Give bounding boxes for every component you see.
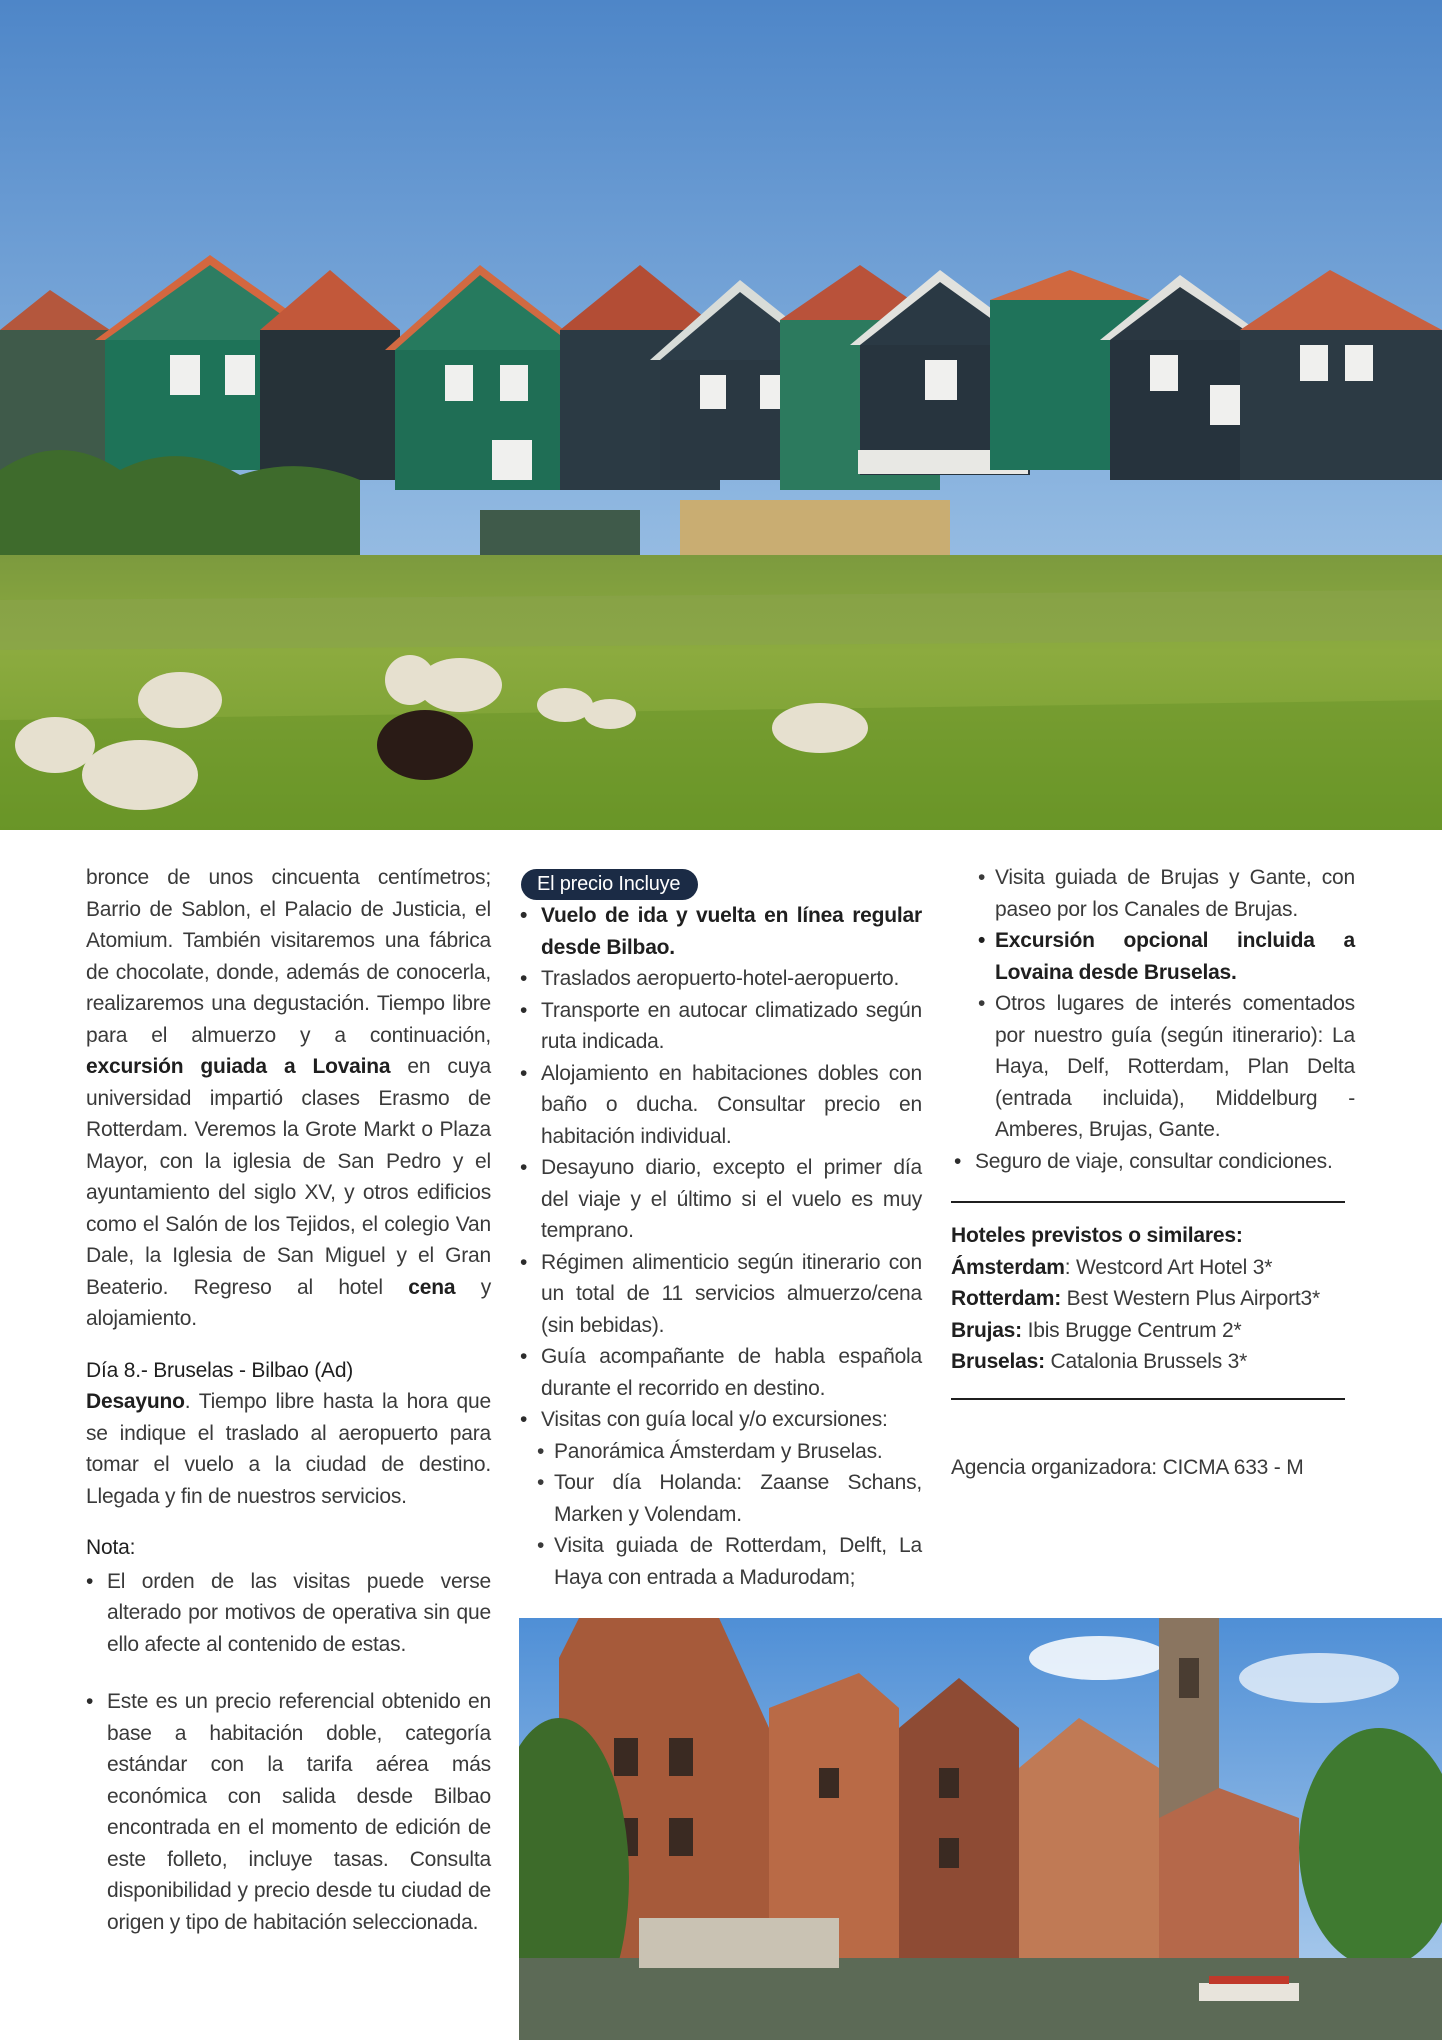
day-8-text: Desayuno. Tiempo libre hasta la hora que se indique el traslado al aeropuerto para tomar el vuelo a la ciudad de destino. Llegada y fin de nuestros servicios. [86, 1390, 491, 1508]
price-includes-list [520, 900, 922, 1436]
bruges-canal-photo [519, 1618, 1442, 2040]
nota-item: • El orden de las visitas puede verse alterado por motivos de operativa sin que ello afecte al contenido de estas. [86, 1566, 491, 1661]
itinerary-paragraph: bronce de unos cincuenta centímetros; Barrio de Sablon, el Palacio de Justicia, el Atomium. También visitaremos una fábrica de chocolate, donde, además de conocerla, realizaremos una degustación. Tiempo libre para el almuerzo y a continuación, excursión guiada a Lovaina en cuya universidad impartió clases Erasmo de Rotterdam. Veremos la Grote Markt o Plaza Mayor, con la iglesia de San Pedro y el ayuntamiento del siglo XV, y otros edificios como el Salón de los Tejidos, el colegio Van Dale, la Iglesia de San Miguel y el Gran Beaterio. Regreso al hotel cena y alojamiento. [86, 866, 492, 1330]
middle-column [520, 868, 922, 1593]
include-item: • Alojamiento en habitaciones dobles con baño o ducha. Consultar precio en habitación individual. [520, 1058, 922, 1153]
nota-title: Nota: [86, 1536, 136, 1559]
excursion-item: • Excursión opcional incluida a Lovaina desde Bruselas. [978, 925, 1355, 988]
hotel-row: Brujas: Ibis Brugge Centrum 2* [951, 1318, 1242, 1342]
left-column [86, 862, 491, 1938]
day-8-title: Día 8.- Bruselas - Bilbao (Ad) [86, 1358, 354, 1382]
include-item: • Visitas con guía local y/o excursiones: [520, 1404, 922, 1436]
excursions-sublist [520, 1436, 922, 1594]
include-item: • Guía acompañante de habla española durante el recorrido en destino. [520, 1341, 922, 1404]
excursion-item: • Tour día Holanda: Zaanse Schans, Marken y Volendam. [537, 1467, 922, 1530]
excursion-item: • Visita guiada de Brujas y Gante, con paseo por los Canales de Brujas. [978, 862, 1355, 925]
include-item: • Régimen alimenticio según itinerario con un total de 11 servicios almuerzo/cena (sin bebidas). [520, 1247, 922, 1342]
hero-photo-marken-houses [0, 0, 1442, 830]
nota-item: • Este es un precio referencial obtenido en base a habitación doble, categoría estándar con la tarifa aérea más económica con salida desde Bilbao encontrada en el momento de edición de este folleto, incluye tasas. Consulta disponibilidad y precio desde tu ciudad de origen y tipo de habitación seleccionada. [86, 1686, 491, 1938]
include-item: • Vuelo de ida y vuelta en línea regular desde Bilbao. [520, 900, 922, 963]
divider-bottom [951, 1398, 1345, 1400]
divider-top [951, 1201, 1345, 1203]
right-column [951, 862, 1355, 1483]
insurance-list [954, 1146, 1355, 1178]
excursion-item: • Otros lugares de interés comentados por nuestro guía (según itinerario): La Haya, Delf, Rotterdam, Plan Delta (entrada incluida), Middelburg - Amberes, Brujas, Gante. [978, 988, 1355, 1146]
include-item: • Transporte en autocar climatizado según ruta indicada. [520, 995, 922, 1058]
hotel-row: Bruselas: Catalonia Brussels 3* [951, 1350, 1248, 1373]
excursion-item: • Visita guiada de Rotterdam, Delft, La Haya con entrada a Madurodam; [537, 1530, 922, 1593]
hotels-title: Hoteles previstos o similares: [951, 1224, 1243, 1247]
include-item: • Desayuno diario, excepto el primer día del viaje y el último si el vuelo es muy temprano. [520, 1152, 922, 1247]
nota-list [86, 1566, 491, 1939]
excursions-sublist-continued [951, 862, 1355, 1146]
price-includes-badge: El precio Incluye [521, 869, 698, 900]
include-item: • Traslados aeropuerto-hotel-aeropuerto. [520, 963, 922, 995]
agency-text: Agencia organizadora: CICMA 633 - M [951, 1455, 1304, 1479]
hotel-row: Ámsterdam: Westcord Art Hotel 3* [951, 1255, 1273, 1279]
excursion-item: • Panorámica Ámsterdam y Bruselas. [537, 1436, 922, 1468]
insurance-item: • Seguro de viaje, consultar condiciones. [954, 1146, 1355, 1178]
hotel-row: Rotterdam: Best Western Plus Airport3* [951, 1287, 1320, 1310]
